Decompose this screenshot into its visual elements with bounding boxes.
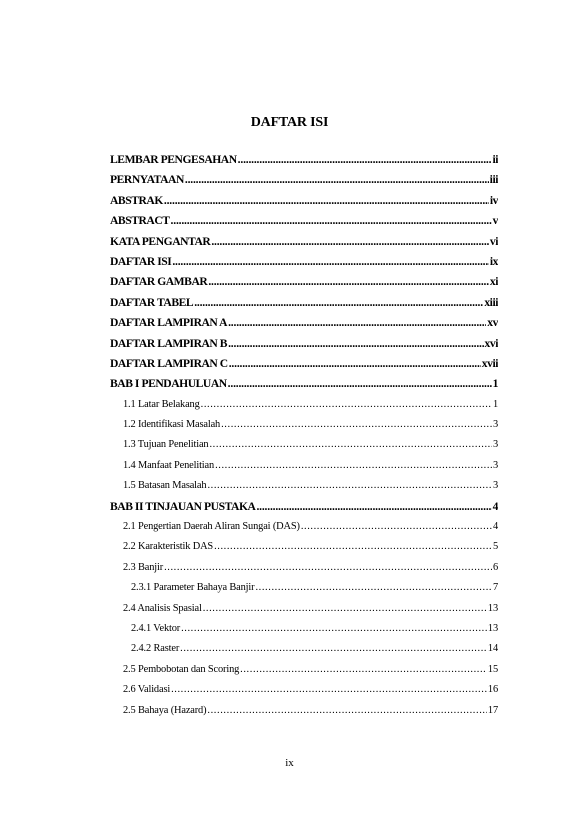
toc-entry-page: xvii — [481, 356, 498, 370]
toc-dot-leader — [240, 660, 487, 680]
toc-dot-leader — [185, 170, 489, 190]
toc-entry-label: 1.1 Latar Belakang — [123, 398, 200, 410]
toc-entry — [110, 435, 498, 455]
toc-entry — [110, 334, 498, 354]
toc-entry-label: LEMBAR PENGESAHAN — [110, 153, 237, 166]
toc-entry-label: 2.5 Pembobotan dan Scoring — [123, 663, 240, 675]
toc-dot-leader — [256, 497, 491, 517]
toc-entry-label: ABSTRAK — [110, 193, 163, 207]
toc-entry — [110, 456, 498, 476]
toc-entry — [110, 293, 498, 313]
toc-dot-leader — [228, 313, 486, 333]
toc-entry — [110, 272, 498, 292]
toc-dot-leader — [228, 374, 492, 394]
toc-entry — [110, 537, 498, 557]
toc-dot-leader — [194, 293, 483, 313]
toc-entry-label: BAB II TINJAUAN PUSTAKA — [110, 499, 256, 513]
toc-entry-page: 4 — [492, 499, 498, 513]
toc-entry — [110, 680, 498, 700]
toc-dot-leader — [171, 211, 492, 231]
toc-entry — [110, 701, 498, 721]
toc-entry-label: 1.2 Identifikasi Masalah — [123, 419, 221, 431]
toc-entry-label: 2.4.2 Raster — [131, 643, 180, 655]
toc-entry — [110, 252, 498, 272]
toc-entry-page: 15 — [487, 663, 498, 675]
toc-dot-leader — [301, 517, 492, 537]
toc-dot-leader — [229, 354, 481, 374]
page-number: ix — [285, 757, 294, 769]
toc-entry-page: 3 — [492, 419, 498, 431]
toc-entry-label: 2.1 Pengertian Daerah Aliran Sungai (DAS) — [123, 521, 300, 533]
toc-dot-leader — [221, 415, 492, 435]
toc-dot-leader — [171, 680, 487, 700]
toc-entry — [110, 395, 498, 415]
toc-dot-leader — [164, 558, 492, 578]
toc-entry — [110, 374, 498, 394]
toc-entry-page: 16 — [487, 684, 498, 696]
toc-entry — [110, 558, 498, 578]
toc-dot-leader — [203, 599, 487, 619]
toc-dot-leader — [164, 191, 489, 211]
toc-dot-leader — [215, 456, 492, 476]
toc-entry-label: PERNYATAAN — [110, 173, 184, 187]
toc-entry — [110, 619, 498, 639]
toc-entry-label: DAFTAR LAMPIRAN B — [110, 336, 228, 350]
toc-entry-page: xiii — [484, 295, 498, 309]
toc-dot-leader — [207, 701, 487, 721]
toc-entry-label: 2.5 Bahaya (Hazard) — [123, 704, 207, 716]
toc-entry — [110, 170, 498, 190]
toc-entry-page: 6 — [492, 561, 498, 573]
toc-entry — [110, 639, 498, 659]
toc-entry-page: iii — [489, 173, 498, 187]
toc-entry-page: 14 — [487, 643, 498, 655]
toc-entry-label: 2.4 Analisis Spasial — [123, 602, 202, 614]
toc-entry-label: KATA PENGANTAR — [110, 234, 211, 248]
table-of-contents — [110, 150, 498, 721]
toc-entry-label: DAFTAR ISI — [110, 254, 172, 268]
page-title: DAFTAR ISI — [250, 115, 329, 130]
toc-entry-label: 2.3.1 Parameter Bahaya Banjir — [131, 582, 255, 594]
toc-entry-page: 3 — [492, 439, 498, 451]
toc-entry-page: 7 — [492, 582, 498, 594]
toc-entry-page: ix — [489, 254, 498, 268]
toc-entry-label: DAFTAR TABEL — [110, 295, 194, 309]
toc-entry-page: 1 — [492, 377, 498, 391]
toc-dot-leader — [181, 619, 487, 639]
toc-entry — [110, 578, 498, 598]
toc-entry-label: ABSTRACT — [110, 214, 170, 228]
toc-entry-page: iv — [489, 193, 498, 207]
toc-entry — [110, 476, 498, 496]
toc-entry — [110, 660, 498, 680]
toc-entry-page: 3 — [492, 459, 498, 471]
toc-dot-leader — [214, 537, 492, 557]
toc-entry — [110, 517, 498, 537]
toc-dot-leader — [172, 252, 489, 272]
toc-dot-leader — [255, 578, 491, 598]
toc-entry-page: 5 — [492, 541, 498, 553]
toc-entry — [110, 150, 498, 170]
toc-entry-label: BAB I PENDAHULUAN — [110, 377, 227, 391]
toc-entry-label: 1.4 Manfaat Penelitian — [123, 459, 215, 471]
toc-entry-page: v — [492, 214, 498, 228]
toc-entry-label: 2.3 Banjir — [123, 561, 164, 573]
toc-entry — [110, 599, 498, 619]
toc-entry-page: 4 — [492, 521, 498, 533]
toc-entry-label: 2.2 Karakteristik DAS — [123, 541, 214, 553]
toc-dot-leader — [209, 435, 491, 455]
toc-entry-label: DAFTAR LAMPIRAN C — [110, 356, 228, 370]
toc-entry-label: 2.6 Validasi — [123, 684, 171, 696]
toc-entry — [110, 497, 498, 517]
toc-entry-page: 13 — [487, 602, 498, 614]
toc-entry — [110, 313, 498, 333]
toc-entry-page: xv — [487, 316, 498, 330]
toc-entry — [110, 191, 498, 211]
toc-entry-page: 3 — [492, 480, 498, 492]
toc-entry — [110, 211, 498, 231]
toc-entry-page: 13 — [487, 622, 498, 634]
toc-entry-page: ii — [492, 153, 498, 166]
toc-entry-page: 1 — [492, 398, 498, 410]
toc-entry — [110, 354, 498, 374]
toc-entry-label: 1.5 Batasan Masalah — [123, 480, 207, 492]
toc-dot-leader — [238, 150, 492, 170]
toc-entry-label: DAFTAR LAMPIRAN A — [110, 316, 228, 330]
toc-entry-page: 17 — [487, 704, 498, 716]
toc-dot-leader — [211, 232, 489, 252]
toc-entry-label: 1.3 Tujuan Penelitian — [123, 439, 209, 451]
toc-dot-leader — [201, 395, 492, 415]
toc-dot-leader — [207, 476, 492, 496]
toc-entry-page: xi — [489, 275, 498, 289]
toc-entry-label: DAFTAR GAMBAR — [110, 275, 208, 289]
toc-entry-page: xvi — [484, 336, 498, 350]
toc-dot-leader — [228, 334, 483, 354]
toc-entry-page: vi — [489, 234, 498, 248]
toc-entry — [110, 232, 498, 252]
toc-entry — [110, 415, 498, 435]
toc-entry-label: 2.4.1 Vektor — [131, 622, 181, 634]
toc-dot-leader — [208, 272, 489, 292]
toc-dot-leader — [180, 639, 487, 659]
